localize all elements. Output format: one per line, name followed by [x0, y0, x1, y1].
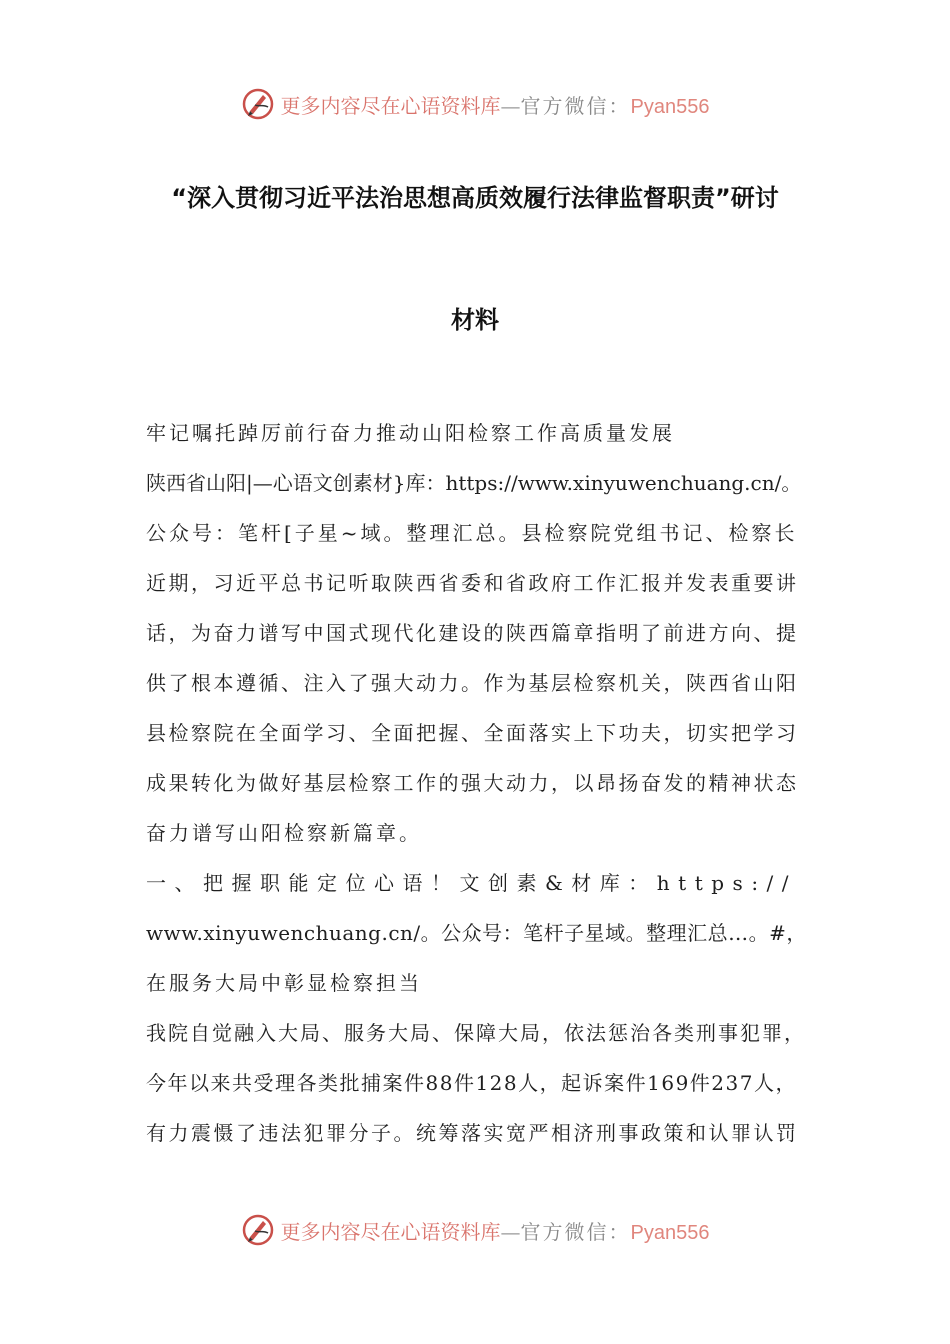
body-line-section-heading: 一、把握职能定位心语！文创素&材库：https://	[146, 871, 798, 895]
body-line: 近期，习近平总书记听取陕西省委和省政府工作汇报并发表重要讲	[146, 571, 799, 595]
watermark-dash: —	[500, 93, 521, 118]
watermark-prefix: 更多内容尽在心语资料库	[280, 1219, 501, 1244]
body-line: 陕西省山阳|—心语文创素材}库：https://www.xinyuwenchuang.cn/。	[146, 471, 802, 495]
body-line: 我院自觉融入大局、服务大局、保障大局，依法惩治各类刑事犯罪，	[146, 1021, 806, 1045]
watermark-wechat-id: Pyan556	[630, 95, 710, 118]
body-line: 在服务大局中彰显检察担当	[146, 971, 422, 995]
watermark-prefix: 更多内容尽在心语资料库	[280, 93, 501, 118]
pen-logo-icon	[241, 87, 275, 121]
watermark-text	[281, 90, 710, 119]
document-title-line-1: “深入贯彻习近平法治思想高质效履行法律监督职责”研讨	[171, 184, 779, 212]
body-line: 奋力谱写山阳检察新篇章。	[146, 821, 422, 845]
watermark-label: 官方微信：	[520, 1219, 631, 1244]
body-line: 县检察院在全面学习、全面把握、全面落实上下功夫，切实把学习	[146, 721, 799, 745]
watermark-wechat-id: Pyan556	[630, 1221, 710, 1244]
body-line: 成果转化为做好基层检察工作的强大动力，以昂扬奋发的精神状态	[146, 771, 799, 795]
document-body	[146, 413, 808, 1163]
watermark-banner-bottom	[0, 1210, 950, 1250]
body-line: 公众号：笔杆[子星~域。整理汇总。县检察院党组书记、检察长	[146, 521, 798, 545]
body-line: 今年以来共受理各类批捕案件88件128人，起诉案件169件237人，	[146, 1071, 797, 1095]
pen-logo-icon	[241, 1213, 275, 1247]
watermark-dash: —	[500, 1219, 521, 1244]
body-line: 牢记嘱托踔厉前行奋力推动山阳检察工作高质量发展	[146, 421, 675, 445]
body-line: 供了根本遵循、注入了强大动力。作为基层检察机关，陕西省山阳	[146, 671, 799, 695]
body-line: www.xinyuwenchuang.cn/。公众号：笔杆子星域。整理汇总…。#，	[146, 921, 807, 945]
document-title-line-2: 材料	[451, 306, 499, 334]
watermark-text	[281, 1216, 710, 1245]
watermark-banner-top	[0, 84, 950, 124]
body-line: 话，为奋力谱写中国式现代化建设的陕西篇章指明了前进方向、提	[146, 621, 799, 645]
body-line: 有力震慑了违法犯罪分子。统筹落实宽严相济刑事政策和认罪认罚	[146, 1121, 799, 1145]
watermark-label: 官方微信：	[520, 93, 631, 118]
